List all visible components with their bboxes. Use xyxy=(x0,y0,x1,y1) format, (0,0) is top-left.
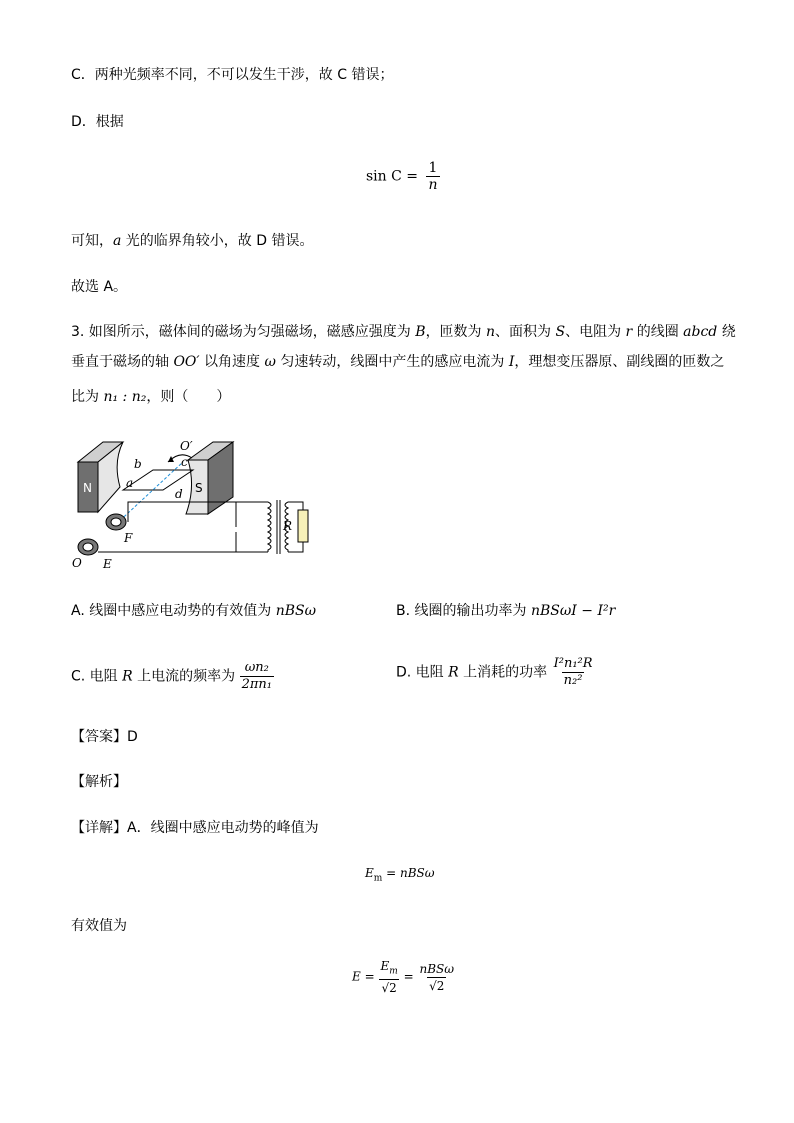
since-rest: 光的临界角较小，故 D 错误。 xyxy=(121,233,314,249)
q-omega: ω xyxy=(264,354,276,370)
q-l2-c: 匀速转动，线圈中产生的感应电流为 xyxy=(275,354,509,370)
q-n: n xyxy=(486,324,496,340)
formula-sinC xyxy=(366,160,440,193)
option-C-text: C. 电阻 xyxy=(71,668,123,685)
answer-value: D xyxy=(127,729,138,745)
detail-text: A．线圈中感应电动势的峰值为 xyxy=(127,820,319,836)
option-A-text: A. 线圈中感应电动势的有效值为 xyxy=(71,603,276,619)
option-D-R: R xyxy=(448,664,459,681)
generator-diagram xyxy=(68,432,318,572)
option-A[interactable] xyxy=(71,601,316,621)
label-E: E xyxy=(103,557,112,571)
formula-E-eq: = xyxy=(403,969,414,984)
formula-E xyxy=(352,958,456,996)
option-D-text: D. 电阻 xyxy=(396,664,449,681)
resistor-R xyxy=(298,510,308,542)
option-C[interactable] xyxy=(71,660,274,693)
text-effective: 有效值为 xyxy=(71,918,127,934)
option-D-num: I²n₁²R xyxy=(553,656,593,671)
label-O: O xyxy=(72,556,82,570)
formula-Em-sub: m xyxy=(373,873,383,884)
formula-sinC-num: 1 xyxy=(428,160,438,176)
formula-Em xyxy=(365,866,435,883)
q-l3-a: 比为 xyxy=(71,389,104,405)
q-l2-b: 以角速度 xyxy=(199,354,265,370)
answer xyxy=(71,727,138,747)
question-line-1 xyxy=(71,322,736,342)
option-C-text2: 上电流的频率为 xyxy=(132,668,240,685)
text-choose: 故选 A。 xyxy=(71,279,128,295)
wire-bottom xyxy=(98,532,236,552)
formula-sinC-den: n xyxy=(428,177,438,193)
label-F: F xyxy=(124,531,133,545)
q-l1-b: ，匝数为 xyxy=(425,324,487,340)
text-since xyxy=(71,231,314,251)
label-S: S xyxy=(195,481,203,495)
option-A-math: nBSω xyxy=(275,603,316,619)
q-B: B xyxy=(415,324,426,340)
option-D[interactable] xyxy=(396,656,595,689)
wire-secondary-bottom xyxy=(288,542,303,552)
formula-E-num1: E xyxy=(380,959,390,973)
formula-E-den2: √2 xyxy=(429,978,445,993)
wire-secondary-top xyxy=(288,502,303,510)
formula-Em-rest: = nBSω xyxy=(382,866,435,880)
text-d-option: D．根据 xyxy=(71,114,124,130)
analysis-label: 【解析】 xyxy=(71,774,127,790)
label-N: N xyxy=(83,481,92,495)
q-abcd: abcd xyxy=(683,324,718,340)
q-l1-e: 的线圈 xyxy=(632,324,684,340)
q-ratio: n₁ : n₂ xyxy=(103,389,147,405)
detail-label: 【详解】 xyxy=(71,820,127,836)
question-line-2 xyxy=(71,352,724,372)
q-l3-b: ，则（ ） xyxy=(146,389,231,405)
rotation-arrow-head xyxy=(168,456,174,462)
q-l2-d: ，理想变压器原、副线圈的匝数之 xyxy=(514,354,725,370)
formula-E-lhs: E = xyxy=(352,969,375,984)
formula-E-den1: √2 xyxy=(381,981,397,996)
label-a: a xyxy=(126,476,134,490)
q-OO: OO′ xyxy=(173,354,200,370)
label-b: b xyxy=(134,457,142,471)
option-B-math: nBSωI − I²r xyxy=(530,603,616,619)
formula-E-num1-sub: m xyxy=(389,966,398,977)
option-C-R: R xyxy=(122,668,133,685)
formula-sinC-lhs: sin C = xyxy=(366,168,419,185)
option-B-text: B. 线圈的输出功率为 xyxy=(396,603,531,619)
option-D-den: n₂² xyxy=(563,673,583,688)
q-l1-a: 3. 如图所示，磁体间的磁场为匀强磁场，磁感应强度为 xyxy=(71,324,416,340)
option-C-num: ωn₂ xyxy=(244,660,269,675)
formula-Em-E: E xyxy=(365,866,374,880)
label-O-prime: O′ xyxy=(180,439,193,453)
detail xyxy=(71,818,319,838)
primary-coil xyxy=(268,502,271,552)
label-c: c xyxy=(181,455,188,469)
q-l2-a: 垂直于磁场的轴 xyxy=(71,354,174,370)
q-r: r xyxy=(625,324,633,340)
q-l1-f: 绕 xyxy=(717,324,736,340)
text-c-option: C．两种光频率不同，不可以发生干涉，故 C 错误； xyxy=(71,67,394,83)
q-I: I xyxy=(508,354,515,370)
slip-ring-1-hole xyxy=(111,518,121,526)
question-line-3 xyxy=(71,387,230,407)
option-D-text2: 上消耗的功率 xyxy=(458,664,552,681)
label-R: R xyxy=(283,519,293,533)
since-var: a xyxy=(113,233,122,249)
slip-ring-2-hole xyxy=(83,543,93,551)
option-B[interactable] xyxy=(396,601,615,621)
q-l1-d: 、电阻为 xyxy=(565,324,626,340)
q-S: S xyxy=(555,324,566,340)
option-C-den: 2πn₁ xyxy=(241,677,272,692)
q-l1-c: 、面积为 xyxy=(495,324,556,340)
label-d: d xyxy=(175,487,183,501)
formula-E-num2: nBSω xyxy=(419,961,455,976)
since-label: 可知， xyxy=(71,233,113,249)
answer-label: 【答案】 xyxy=(71,729,127,745)
